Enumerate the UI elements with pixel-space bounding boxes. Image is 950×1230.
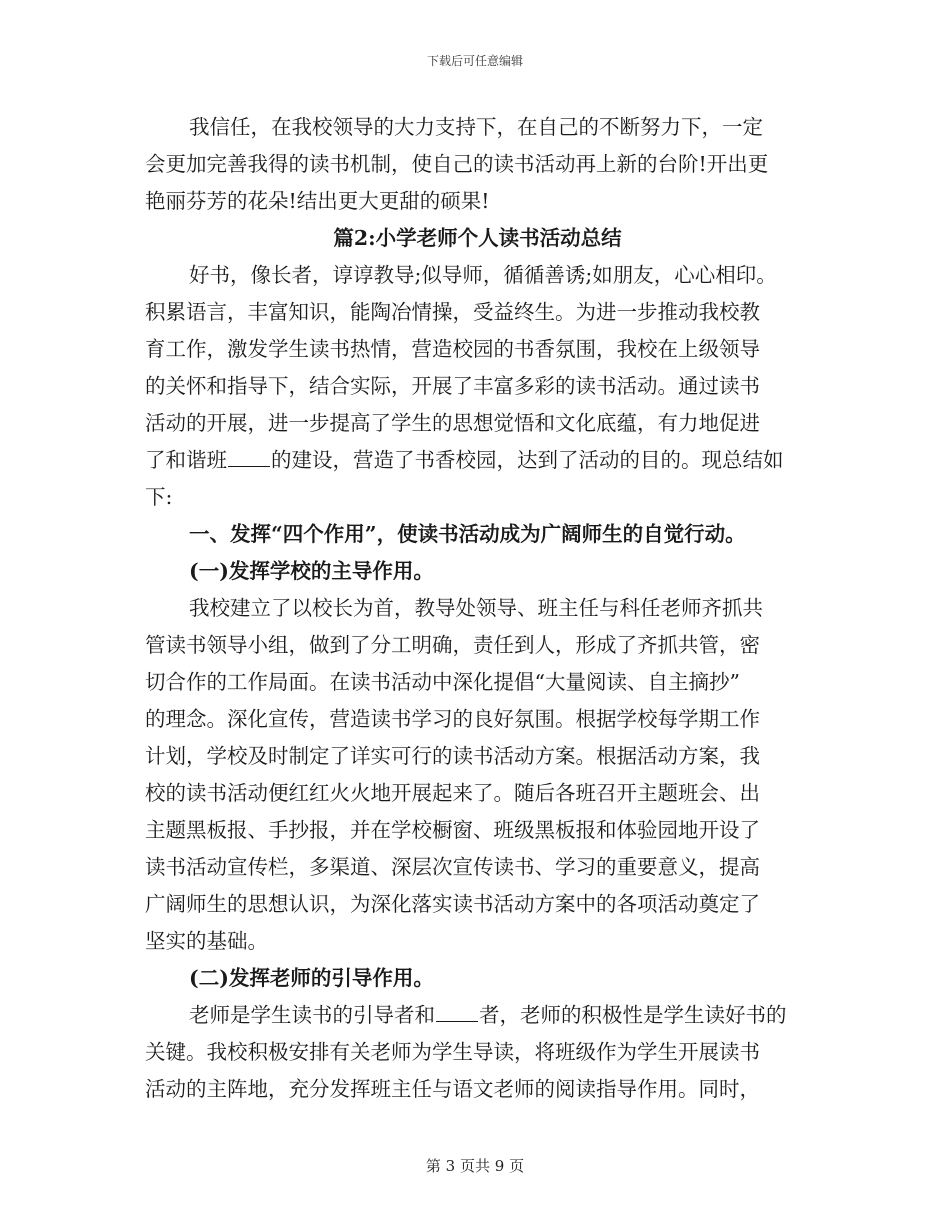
line-text: (一)发挥学校的主导作用。: [189, 559, 434, 583]
line-text: 积累语言，丰富知识，能陶冶情操，受益终生。为进一步推动我校教: [145, 300, 760, 324]
page-header: 下载后可任意编辑: [426, 54, 523, 68]
paragraph-line: [145, 997, 810, 1034]
section-heading-line: [145, 960, 810, 997]
fill-in-blank: [436, 1001, 478, 1022]
line-text: 活动的主阵地，充分发挥班主任与语文老师的阅读指导作用。同时，: [145, 1077, 760, 1101]
line-text: 的理念。深化宣传，营造读书学习的良好氛围。根据学校每学期工作: [145, 707, 760, 731]
paragraph-line: [145, 812, 810, 849]
paragraph-line: [145, 405, 810, 442]
paragraph-line: [145, 442, 810, 479]
paragraph-line: [145, 294, 810, 331]
paragraph-line: [145, 849, 810, 886]
line-text: 的关怀和指导下，结合实际，开展了丰富多彩的读书活动。通过读书: [145, 374, 760, 398]
document-body: [145, 109, 810, 1108]
paragraph-line: [145, 368, 810, 405]
line-text-continued: 者，老师的积极性是学生读好书的: [479, 1003, 787, 1027]
line-text-continued: 的建设，营造了书香校园，达到了活动的目的。现总结如: [271, 448, 784, 472]
paragraph-line: [145, 1071, 810, 1108]
paragraph-line: [145, 664, 810, 701]
paragraph-line: [145, 183, 810, 220]
line-text: 会更加完善我得的读书机制，使自己的读书活动再上新的台阶!开出更: [145, 152, 769, 176]
paragraph-line: [145, 886, 810, 923]
line-text: 下:: [145, 485, 173, 509]
line-text: 育工作，激发学生读书热情，营造校园的书香氛围，我校在上级领导: [145, 337, 760, 361]
line-text: 艳丽芬芳的花朵!结出更大更甜的硕果!: [145, 189, 490, 213]
line-text: 切合作的工作局面。在读书活动中深化提倡“大量阅读、自主摘抄”: [145, 670, 740, 694]
paragraph-line: [145, 146, 810, 183]
line-text: 好书，像长者，谆谆教导;似导师，循循善诱;如朋友，心心相印。: [189, 263, 777, 287]
paragraph-line: [145, 775, 810, 812]
paragraph-line: [145, 109, 810, 146]
paragraph-line: [145, 627, 810, 664]
line-text: 我信任，在我校领导的大力支持下，在自己的不断努力下，一定: [189, 115, 763, 139]
line-text: 坚实的基础。: [145, 929, 268, 953]
section-heading-line: [145, 220, 810, 257]
line-text: 广阔师生的思想认识，为深化落实读书活动方案中的各项活动奠定了: [145, 892, 760, 916]
line-text: 关键。我校积极安排有关老师为学生导读，将班级作为学生开展读书: [145, 1040, 760, 1064]
line-text: 老师是学生读书的引导者和: [189, 1003, 435, 1027]
paragraph-line: [145, 738, 810, 775]
line-text: 篇2:小学老师个人读书活动总结: [333, 226, 622, 250]
line-text: 我校建立了以校长为首，教导处领导、班主任与科任老师齐抓共: [189, 596, 763, 620]
fill-in-blank: [228, 446, 270, 467]
line-text: 读书活动宣传栏，多渠道、深层次宣传读书、学习的重要意义，提高: [145, 855, 760, 879]
line-text: (二)发挥老师的引导作用。: [189, 966, 434, 990]
paragraph-line: [145, 701, 810, 738]
line-text: 了和谐班: [145, 448, 227, 472]
paragraph-line: [145, 590, 810, 627]
section-heading-line: [145, 553, 810, 590]
paragraph-line: [145, 479, 810, 516]
paragraph-line: [145, 923, 810, 960]
line-text: 主题黑板报、手抄报，并在学校橱窗、班级黑板报和体验园地开设了: [145, 818, 760, 842]
line-text: 一、发挥“四个作用”，使读书活动成为广阔师生的自觉行动。: [189, 522, 746, 546]
page-footer: 第 3 页共 9 页: [425, 1157, 525, 1175]
section-heading-line: [145, 516, 810, 553]
paragraph-line: [145, 1034, 810, 1071]
line-text: 活动的开展，进一步提高了学生的思想觉悟和文化底蕴，有力地促进: [145, 411, 760, 435]
paragraph-line: [145, 331, 810, 368]
paragraph-line: [145, 257, 810, 294]
line-text: 管读书领导小组，做到了分工明确，责任到人，形成了齐抓共管，密: [145, 633, 760, 657]
line-text: 校的读书活动便红红火火地开展起来了。随后各班召开主题班会、出: [145, 781, 760, 805]
line-text: 计划，学校及时制定了详实可行的读书活动方案。根据活动方案，我: [145, 744, 760, 768]
